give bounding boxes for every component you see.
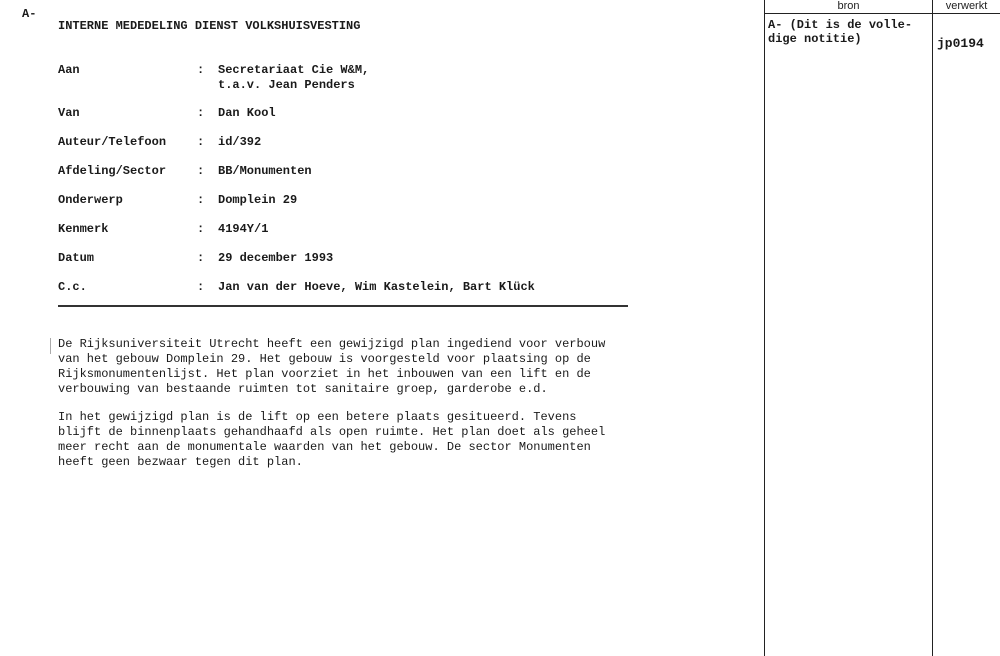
- paragraph-line: heeft geen bezwaar tegen dit plan.: [58, 455, 303, 469]
- field-value-afdeling: BB/Monumenten: [218, 164, 312, 178]
- field-colon: :: [197, 164, 205, 178]
- field-value-aan-line1: Secretariaat Cie W&M,: [218, 63, 370, 77]
- paragraph-line: verbouwing van bestaande ruimten tot sanitaire groep, garderobe e.d.: [58, 382, 548, 396]
- paragraph-line: In het gewijzigd plan is de lift op een betere plaats gesitueerd. Tevens: [58, 410, 577, 424]
- memo-title: INTERNE MEDEDELING DIENST VOLKSHUISVESTING: [58, 19, 361, 33]
- verwerkt-code: jp0194: [937, 36, 984, 51]
- field-label-van: Van: [58, 106, 80, 120]
- field-label-onderwerp: Onderwerp: [58, 193, 123, 207]
- field-colon: :: [197, 251, 205, 265]
- field-value-auteur: id/392: [218, 135, 262, 149]
- column-divider: [932, 0, 933, 656]
- bron-note-line: A- (Dit is de volle-: [768, 18, 913, 32]
- field-label-cc: C.c.: [58, 280, 87, 294]
- field-colon: :: [197, 135, 205, 149]
- column-header-bron: bron: [837, 0, 860, 12]
- field-label-kenmerk: Kenmerk: [58, 222, 109, 236]
- field-value-van: Dan Kool: [218, 106, 276, 120]
- field-colon: :: [197, 106, 205, 120]
- paragraph-line: van het gebouw Domplein 29. Het gebouw is voorgesteld voor plaatsing op de: [58, 352, 591, 366]
- field-value-cc: Jan van der Hoeve, Wim Kastelein, Bart Klück: [218, 280, 535, 294]
- field-colon: :: [197, 193, 205, 207]
- field-label-aan: Aan: [58, 63, 80, 77]
- margin-mark: [50, 338, 51, 354]
- column-header-verwerkt: verwerkt: [945, 0, 988, 12]
- field-value-datum: 29 december 1993: [218, 251, 334, 265]
- section-marker: A-: [22, 7, 37, 21]
- header-underline: [764, 13, 1000, 14]
- field-colon: :: [197, 280, 205, 294]
- field-value-kenmerk: 4194Y/1: [218, 222, 269, 236]
- paragraph-line: Rijksmonumentenlijst. Het plan voorziet in het inbouwen van een lift en de: [58, 367, 591, 381]
- field-label-auteur: Auteur/Telefoon: [58, 135, 167, 149]
- field-value-aan-line2: t.a.v. Jean Penders: [218, 78, 355, 92]
- bron-note-line: dige notitie): [768, 32, 862, 46]
- field-colon: :: [197, 222, 205, 236]
- paragraph-line: De Rijksuniversiteit Utrecht heeft een gewijzigd plan ingediend voor verbouw: [58, 337, 606, 351]
- column-divider: [764, 0, 765, 656]
- paragraph-line: meer recht aan de monumentale waarden van het gebouw. De sector Monumenten: [58, 440, 591, 454]
- paragraph-line: blijft de binnenplaats gehandhaafd als open ruimte. Het plan doet als geheel: [58, 425, 606, 439]
- field-colon: :: [197, 63, 205, 77]
- field-label-afdeling: Afdeling/Sector: [58, 164, 167, 178]
- field-label-datum: Datum: [58, 251, 95, 265]
- field-value-onderwerp: Domplein 29: [218, 193, 298, 207]
- header-divider: [58, 305, 628, 307]
